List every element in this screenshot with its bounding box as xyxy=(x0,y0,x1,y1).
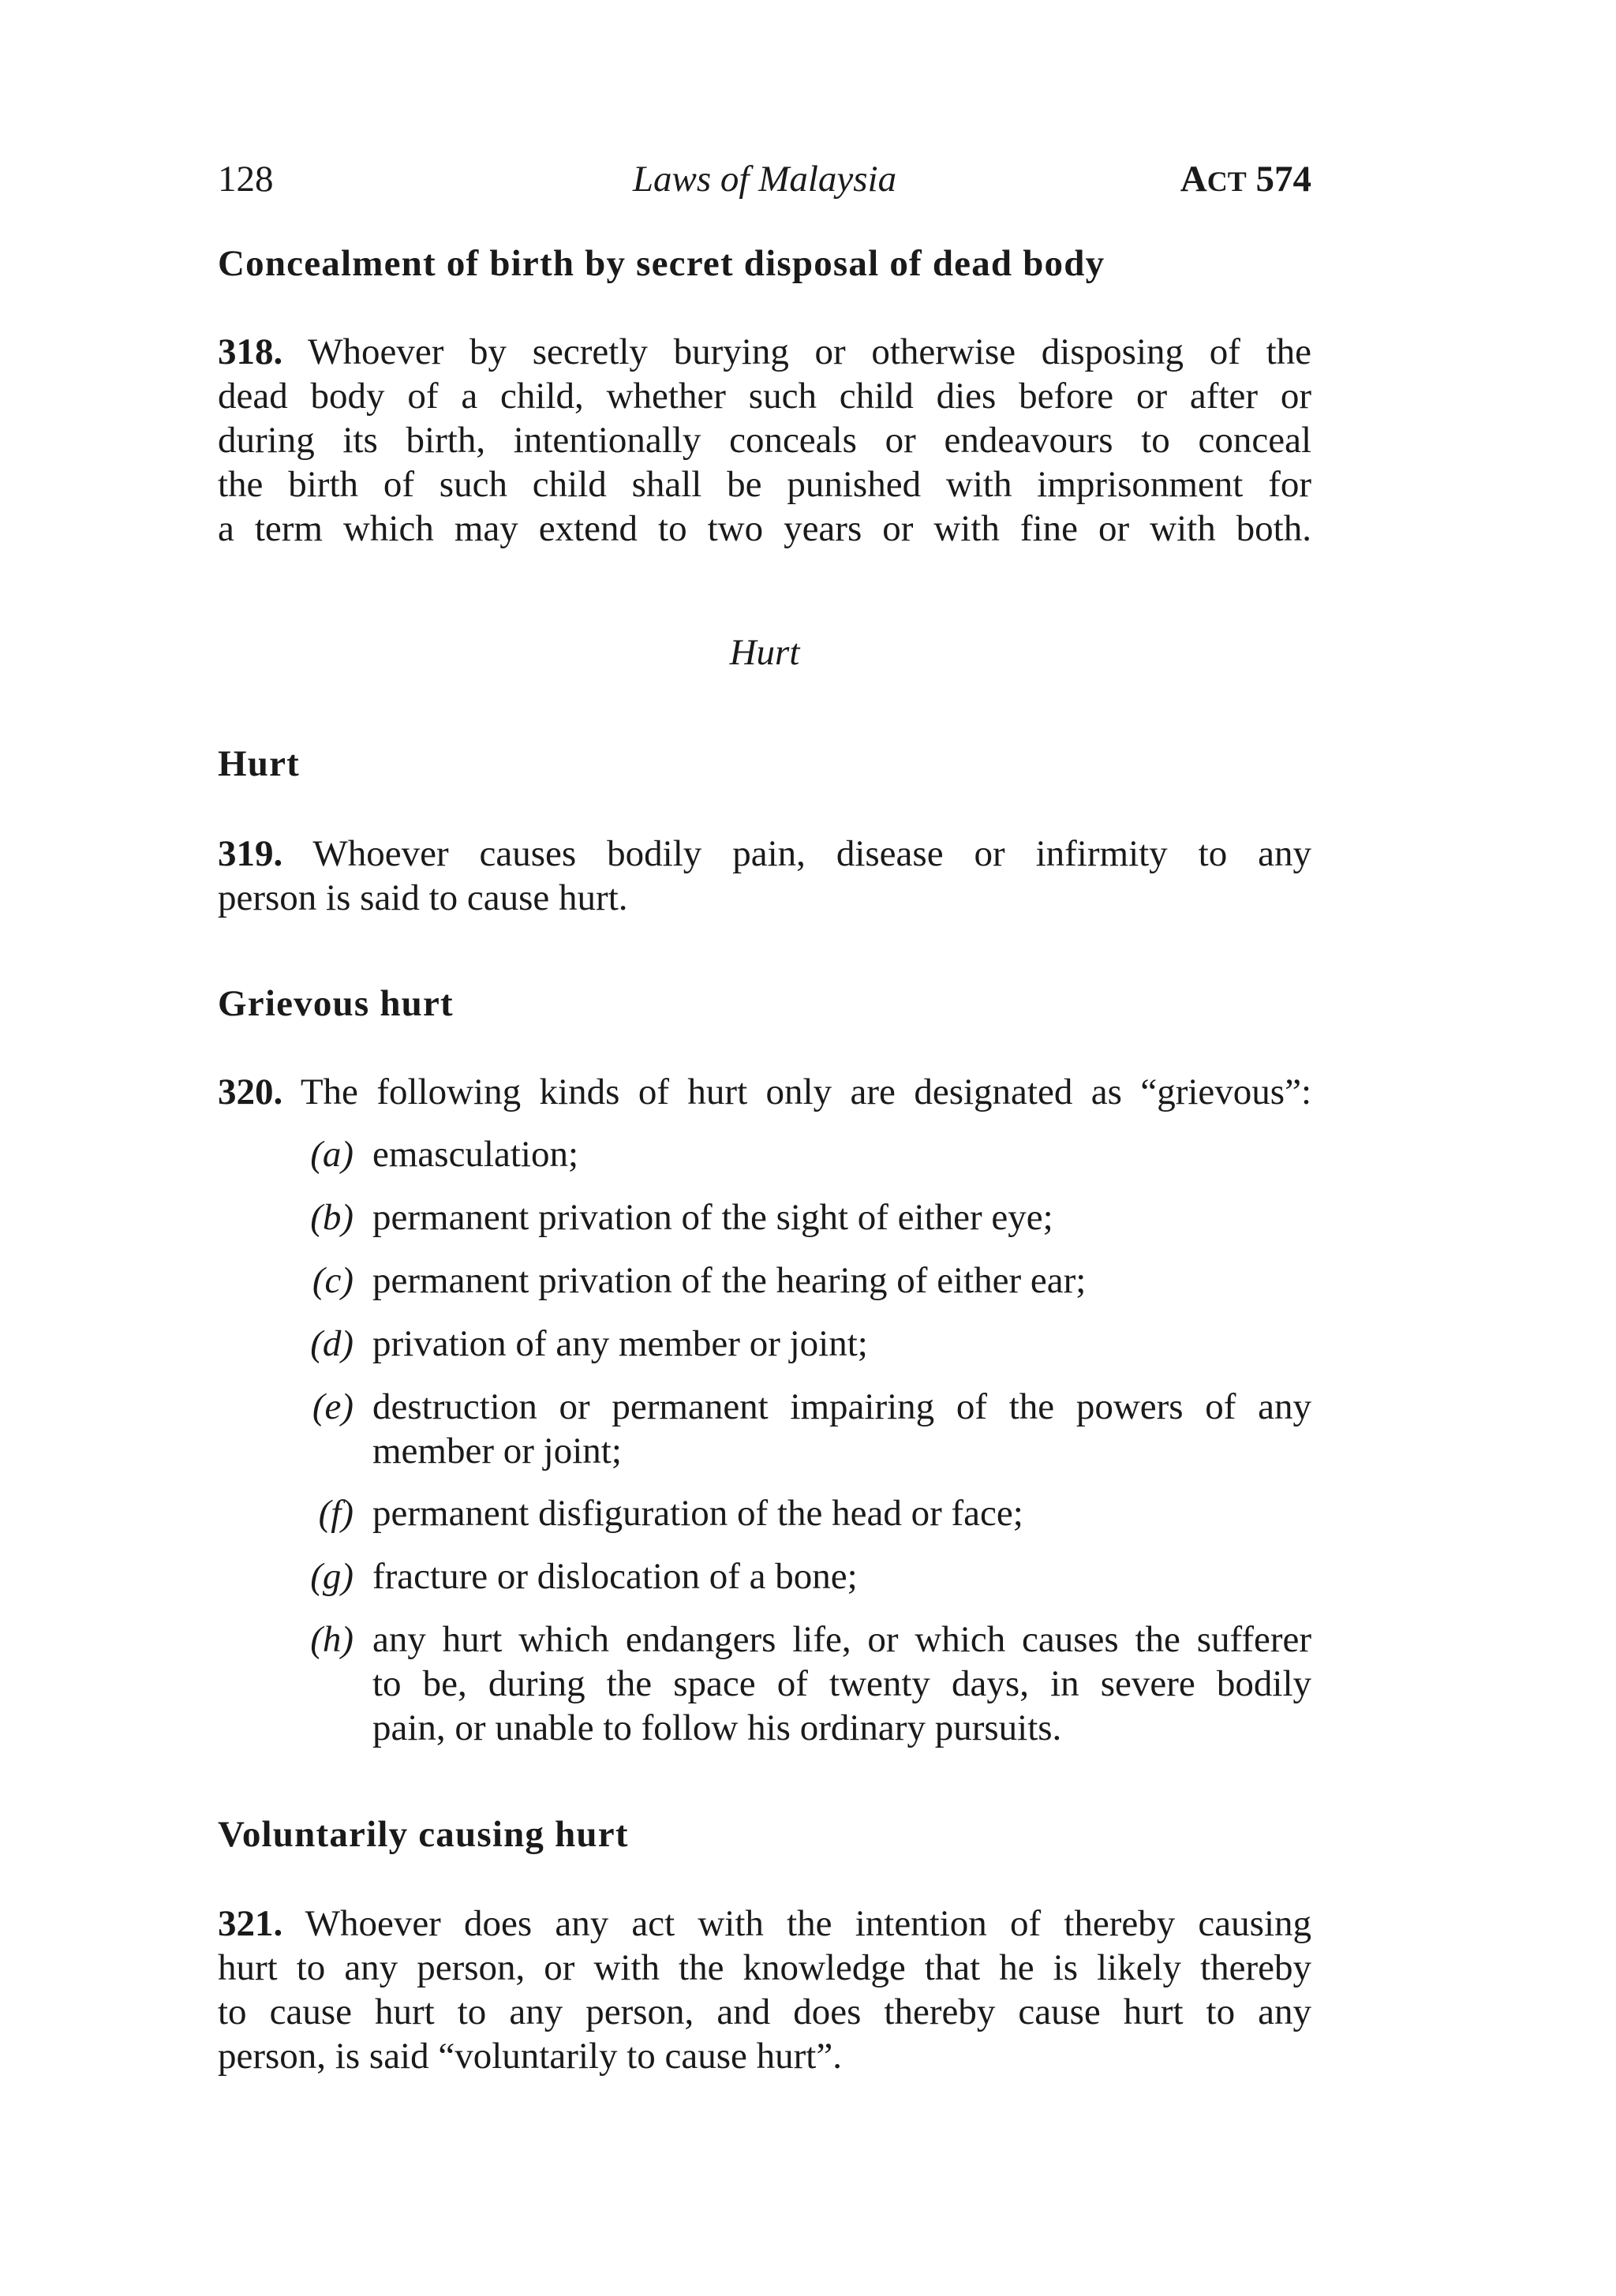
item-text xyxy=(372,1491,1311,1535)
section-319-heading: Hurt xyxy=(218,743,301,784)
item-label: (b) xyxy=(310,1197,354,1238)
item-text xyxy=(372,1554,1311,1599)
item-text xyxy=(372,1195,1311,1240)
item-line: member or joint; xyxy=(372,1430,622,1471)
line-text: Whoever causes bodily pain, disease or infirmity to any xyxy=(312,833,1311,874)
act-number-value: 574 xyxy=(1246,159,1311,200)
act-prefix-initial: A xyxy=(1180,159,1207,200)
item-label: (f) xyxy=(318,1493,354,1534)
section-number: 319. xyxy=(218,833,283,874)
body-line xyxy=(218,330,1311,374)
item-line: permanent privation of the sight of either eye; xyxy=(372,1197,1053,1238)
chapter-heading: Hurt xyxy=(729,632,800,673)
item-label: (d) xyxy=(310,1323,354,1364)
line-text: The following kinds of hurt only are designated as “grievous”: xyxy=(300,1071,1311,1112)
section-321-body xyxy=(218,1901,1311,2078)
section-318-body xyxy=(218,330,1311,551)
body-line xyxy=(218,1901,1311,1946)
body-line: hurt to any person, or with the knowledge that he is likely thereby xyxy=(218,1947,1311,1988)
body-line: a term which may extend to two years or with fine or with both. xyxy=(218,508,1311,549)
act-title: Laws of Malaysia xyxy=(632,159,897,200)
item-label: (e) xyxy=(312,1386,354,1427)
item-label: (c) xyxy=(312,1260,354,1301)
item-line: permanent disfiguration of the head or face; xyxy=(372,1493,1023,1534)
item-line: any hurt which endangers life, or which causes the sufferer xyxy=(372,1619,1311,1660)
line-text: Whoever does any act with the intention of thereby causing xyxy=(305,1903,1312,1944)
section-320-intro xyxy=(218,1070,1311,1114)
body-line xyxy=(218,1070,1311,1114)
item-line: pain, or unable to follow his ordinary pursuits. xyxy=(372,1707,1062,1748)
item-label: (a) xyxy=(310,1134,354,1175)
section-number: 318. xyxy=(218,331,283,372)
section-318-heading: Concealment of birth by secret disposal of dead body xyxy=(218,243,1105,284)
running-head xyxy=(218,158,1311,205)
item-line: to be, during the space of twenty days, in severe bodily xyxy=(372,1663,1311,1704)
act-number xyxy=(1180,158,1311,200)
item-text xyxy=(372,1385,1311,1473)
item-line: fracture or dislocation of a bone; xyxy=(372,1556,858,1597)
body-line: dead body of a child, whether such child dies before or after or xyxy=(218,376,1311,417)
item-line: destruction or permanent impairing of the powers of any xyxy=(372,1386,1311,1427)
body-line: to cause hurt to any person, and does thereby cause hurt to any xyxy=(218,1991,1311,2032)
item-label: (g) xyxy=(310,1556,354,1597)
body-line: person, is said “voluntarily to cause hurt”. xyxy=(218,2036,842,2077)
item-line: privation of any member or joint; xyxy=(372,1323,868,1364)
item-text xyxy=(372,1132,1311,1176)
item-text xyxy=(372,1322,1311,1366)
item-label: (h) xyxy=(310,1619,354,1660)
item-text xyxy=(372,1258,1311,1303)
section-321-heading: Voluntarily causing hurt xyxy=(218,1814,629,1855)
section-number: 320. xyxy=(218,1071,283,1112)
page-number: 128 xyxy=(218,159,274,200)
line-text: Whoever by secretly burying or otherwise disposing of the xyxy=(308,331,1311,372)
body-line: during its birth, intentionally conceals or endeavours to conceal xyxy=(218,420,1311,461)
body-line xyxy=(218,832,1311,876)
item-line: emasculation; xyxy=(372,1134,579,1175)
body-line: the birth of such child shall be punished with imprisonment for xyxy=(218,464,1311,505)
section-319-body xyxy=(218,832,1311,920)
act-prefix-rest: CT xyxy=(1206,166,1247,197)
item-text xyxy=(372,1617,1311,1750)
body-line: person is said to cause hurt. xyxy=(218,877,628,918)
item-line: permanent privation of the hearing of either ear; xyxy=(372,1260,1087,1301)
section-number: 321. xyxy=(218,1903,283,1944)
section-320-heading: Grievous hurt xyxy=(218,983,454,1024)
